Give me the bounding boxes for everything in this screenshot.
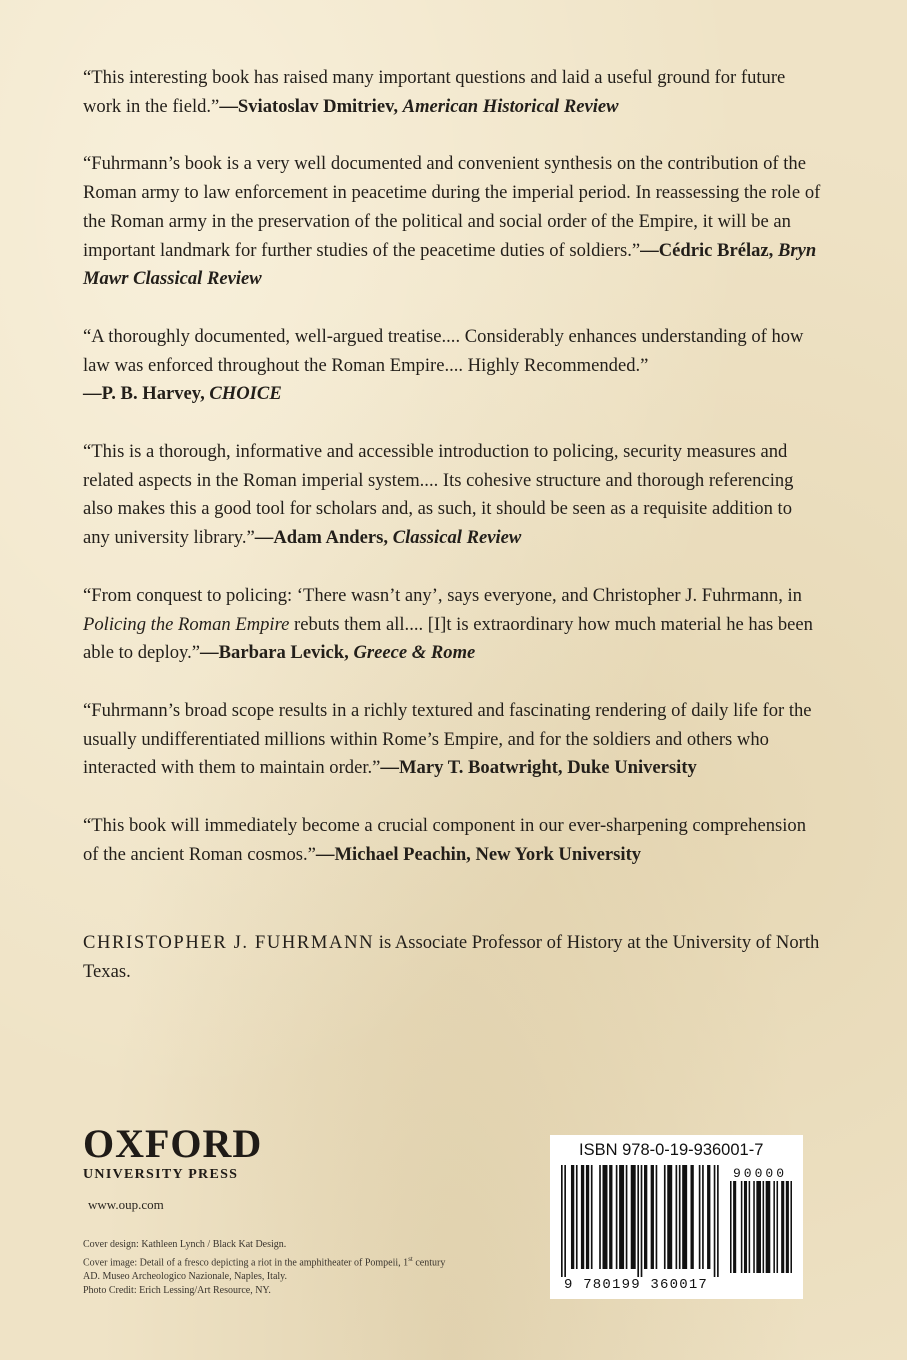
review-quotes: [83, 64, 823, 898]
barcode-bar: [714, 1165, 716, 1277]
barcode-bar: [733, 1181, 736, 1273]
barcode-bar: [790, 1181, 792, 1273]
publisher-logo: [83, 1121, 263, 1183]
quote-publication: Classical Review: [392, 527, 522, 549]
quote-text: “Fuhrmann’s book is a very well documented and convenient synthesis on the contribution of the Roman army to law enforcement in peacetime during the imperial period. In reassessing the role of the Roman army in the preservation of the political and social order of the Empire, it will be an important landmark for further studies of the peacetime duties of soldiers.”: [83, 153, 821, 261]
author-name: CHRISTOPHER J. FUHRMANN: [83, 932, 375, 953]
cover-credits: [83, 1238, 463, 1298]
barcode-bar: [773, 1181, 775, 1273]
quote-attribution: —Sviatoslav Dmitriev,: [219, 95, 399, 117]
quote-dmitriev: [83, 64, 823, 121]
barcode-bar: [651, 1165, 654, 1269]
ean-barcode: [561, 1165, 721, 1277]
publisher-subtitle: UNIVERSITY PRESS: [83, 1167, 239, 1182]
quote-anders: [83, 438, 823, 553]
barcode-bar: [682, 1165, 687, 1269]
barcode-bar: [699, 1165, 701, 1269]
barcode-bar: [690, 1165, 693, 1269]
barcode-bar: [626, 1165, 628, 1269]
quote-text-continued: rebuts them all.... [I]t is extraordinary how much material he has been able to deploy.”: [83, 613, 813, 664]
barcode-bar: [616, 1165, 618, 1269]
credit-image-text-continued: century AD. Museo Archeologico Nazionale, Naples, Italy.: [83, 1257, 446, 1283]
barcode-bar: [717, 1165, 719, 1277]
barcode-bar: [707, 1165, 710, 1269]
quote-attribution: —Cédric Brélaz,: [640, 239, 774, 261]
barcode-bar: [631, 1165, 636, 1269]
quote-text: “A thoroughly documented, well-argued treatise.... Considerably enhances understanding of how law was enforced throughout the Roman Empire.... Highly Recommended.”: [83, 325, 804, 376]
price-code: 90000: [733, 1166, 788, 1181]
quote-harvey: [83, 323, 823, 409]
barcode-bar: [561, 1165, 563, 1277]
quote-text: “This book will immediately become a crucial component in our ever-sharpening comprehension of the ancient Roman cosmos.”: [83, 815, 807, 865]
quote-text: “This interesting book has raised many important questions and laid a useful ground for future work in the field.”: [83, 67, 786, 117]
barcode-bar: [591, 1165, 593, 1269]
credit-photo: Photo Credit: Erich Lessing/Art Resource, NY.: [83, 1285, 271, 1297]
author-bio: [83, 928, 823, 986]
isbn-label: ISBN 978-0-19-936001-7: [579, 1141, 764, 1159]
barcode-bar: [749, 1181, 751, 1273]
barcode-bar: [576, 1165, 578, 1269]
quote-boatwright: [83, 697, 823, 783]
barcode-digits: 9 780199 360017: [564, 1277, 709, 1293]
barcode-panel: [550, 1135, 803, 1299]
author-bio-text: is Associate Professor of History at the University of North Texas.: [83, 932, 820, 982]
barcode-bar: [581, 1165, 584, 1269]
credit-image: [83, 1252, 463, 1284]
publisher-url: www.oup.com: [88, 1197, 164, 1212]
barcode-bar: [656, 1165, 658, 1269]
barcode-bar: [667, 1165, 672, 1269]
barcode-bar: [730, 1181, 732, 1273]
credit-image-text: Cover image: Detail of a fresco depicting a riot in the amphitheater of Pompeii, 1: [83, 1257, 409, 1269]
barcode-bar: [777, 1181, 779, 1273]
barcode-bar: [744, 1181, 747, 1273]
quote-text: “Fuhrmann’s broad scope results in a richly textured and fascinating rendering of daily life for the usually undifferentiated millions within Rome’s Empire, and for the soldiers and others who interacted with them to maintain order.”: [83, 699, 812, 779]
barcode-bar: [766, 1181, 771, 1273]
barcode-bar: [763, 1181, 765, 1273]
barcode-bar: [619, 1165, 624, 1269]
quote-attribution: —P. B. Harvey,: [83, 383, 205, 405]
quote-publication: American Historical Review: [402, 95, 619, 117]
quote-peachin: [83, 812, 823, 869]
barcode-bar: [564, 1165, 566, 1277]
credit-design: Cover design: Kathleen Lynch / Black Kat Design.: [83, 1239, 287, 1250]
quote-attribution: —Mary T. Boatwright, Duke University: [380, 757, 697, 779]
addon-barcode: [730, 1181, 792, 1277]
quote-publication: Greece & Rome: [353, 642, 476, 664]
quote-text: “This is a thorough, informative and accessible introduction to policing, security measures and related aspects in the Roman imperial system.... Its cohesive structure and thorough referencing also makes this a good tool for scholars and, as such, it should be seen as a requisite addition to any university library.”: [83, 441, 794, 549]
barcode-bar: [781, 1181, 784, 1273]
barcode-bar: [637, 1165, 639, 1277]
barcode-bar: [676, 1165, 678, 1269]
barcode-bar: [571, 1165, 574, 1269]
quote-attribution: —Barbara Levick,: [200, 642, 349, 664]
barcode-bar: [599, 1165, 601, 1269]
barcode-bar: [664, 1165, 666, 1269]
barcode-bar: [609, 1165, 612, 1269]
quote-attribution: —Michael Peachin, New York University: [315, 843, 642, 865]
book-title: Policing the Roman Empire: [83, 613, 290, 635]
barcode-bar: [741, 1181, 743, 1273]
barcode-bar: [641, 1165, 643, 1277]
quote-publication: Bryn Mawr Classical Review: [83, 239, 817, 290]
barcode-bar: [644, 1165, 647, 1269]
barcode-bar: [753, 1181, 755, 1273]
quote-brelaz: [83, 150, 823, 294]
quote-publication: CHOICE: [209, 383, 282, 405]
quote-attribution: —Adam Anders,: [254, 527, 389, 549]
barcode-bar: [786, 1181, 789, 1273]
publisher-name: OXFORD: [83, 1121, 263, 1166]
barcode-bar: [679, 1165, 681, 1269]
credit-image-superscript: st: [408, 1255, 413, 1263]
barcode-bar: [603, 1165, 608, 1269]
barcode-bar: [702, 1165, 704, 1269]
barcode-bar: [586, 1165, 589, 1269]
quote-levick: [83, 582, 823, 668]
quote-text: “From conquest to policing: ‘There wasn’t any’, says everyone, and Christopher J. Fuhrmann, in: [83, 584, 802, 606]
barcode-bar: [756, 1181, 761, 1273]
